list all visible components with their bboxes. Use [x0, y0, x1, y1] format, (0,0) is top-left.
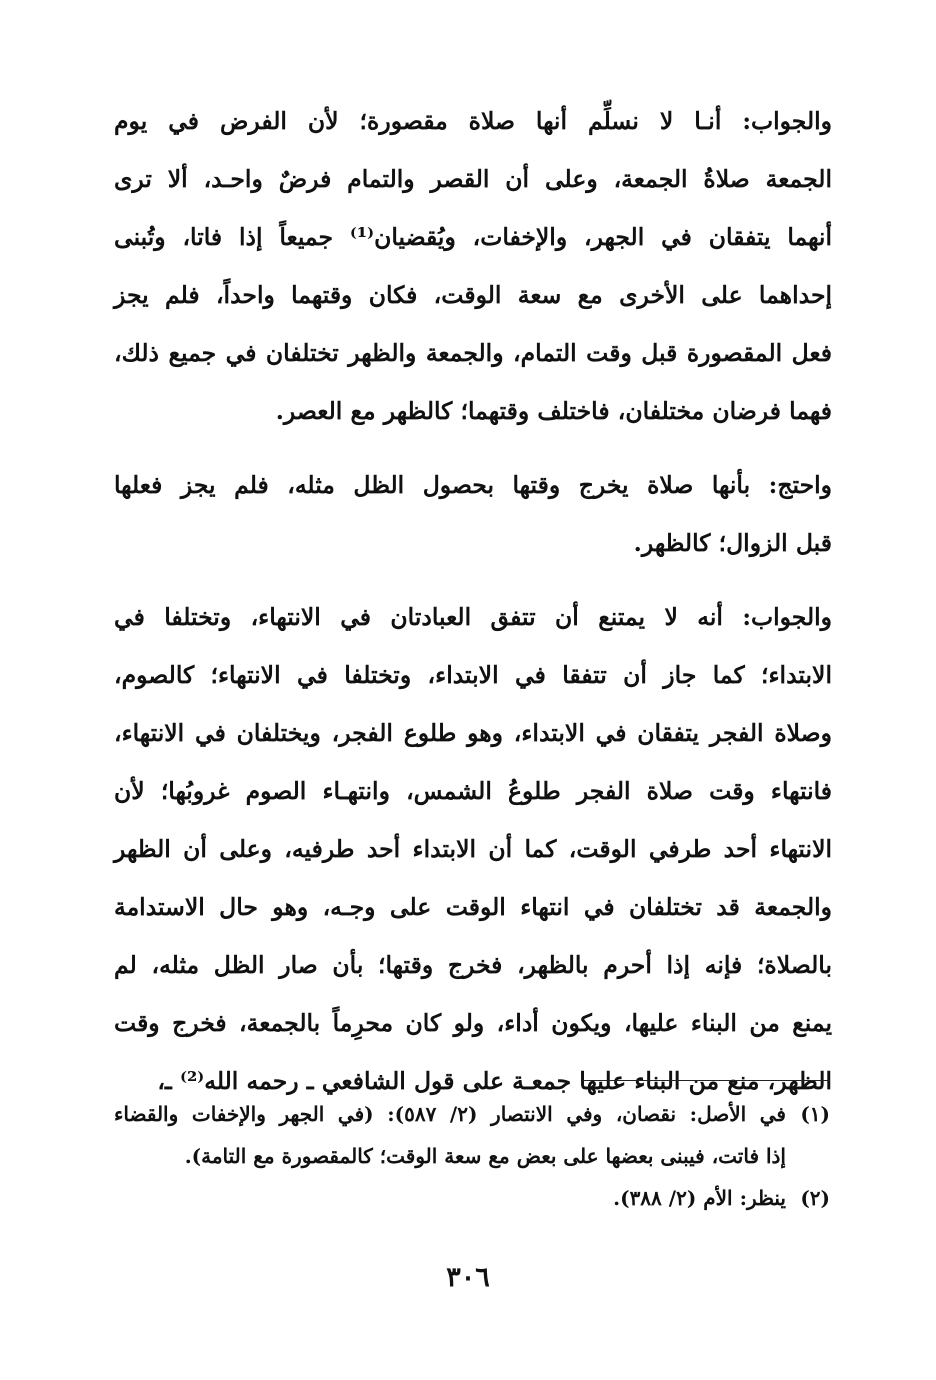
footnote-number: (١)	[800, 1102, 830, 1126]
text-line: فهما فرضان مختلفان، فاختلف وقتهما؛ كالظهر مع العصر.	[275, 397, 832, 425]
paragraph-1	[114, 92, 832, 440]
footnote-line: إذا فاتت، فيبنى بعضها على بعض مع سعة الوقت؛ كالمقصورة مع التامة).	[184, 1144, 786, 1168]
main-text	[114, 92, 832, 1110]
text-line: فعل المقصورة قبل وقت التمام، والجمعة والظهر تختلفان في جميع ذلك،	[114, 339, 832, 367]
text-line: الابتداء؛ كما جاز أن تتفقا في الابتداء، وتختلفا في الانتهاء؛ كالصوم،	[114, 661, 832, 689]
text-line: قبل الزوال؛ كالظهر.	[633, 529, 832, 557]
paragraph-2	[114, 456, 832, 572]
page-number: ٣٠٦	[446, 1262, 490, 1293]
text-line: والجواب: أنه لا يمتنع أن تتفق العبادتان في الانتهاء، وتختلفا في	[114, 603, 832, 631]
footnote-number: (٢)	[800, 1186, 830, 1210]
text-line: الجمعة صلاةُ الجمعة، وعلى أن القصر والتمام فرضٌ واحـد، ألا ترى	[114, 165, 832, 193]
text-line: وصلاة الفجر يتفقان في الابتداء، وهو طلوع الفجر، ويختلفان في الانتهاء،	[114, 719, 832, 747]
footnote-divider	[583, 1080, 830, 1081]
footnotes	[114, 1093, 830, 1219]
text-line: الانتهاء أحد طرفي الوقت، كما أن الابتداء أحد طرفيه، وعلى أن الظهر	[114, 835, 832, 863]
text-line: الظهر، منع من البناء عليها جمعـة على قول الشافعي ـ رحمه الله⁽²⁾ ـ،	[157, 1067, 832, 1095]
text-line: واحتج: بأنها صلاة يخرج وقتها بحصول الظل مثله، فلم يجز فعلها	[114, 471, 832, 499]
text-line: بالصلاة؛ فإنه إذا أحرم بالظهر، فخرج وقتها؛ بأن صار الظل مثله، لم	[114, 951, 832, 979]
paragraph-3	[114, 588, 832, 1110]
footnote-line: في الأصل: نقصان، وفي الانتصار (٢/ ٥٨٧): (في الجهر والإخفات والقضاء	[114, 1102, 786, 1126]
text-line: والجمعة قد تختلفان في انتهاء الوقت على وجـه، وهو حال الاستدامة	[114, 893, 832, 921]
text-line: إحداهما على الأخرى مع سعة الوقت، فكان وقتهما واحداً، فلم يجز	[114, 281, 832, 309]
footnote-line: ينظر: الأم (٢/ ٣٨٨).	[613, 1186, 786, 1210]
footnote-2	[114, 1177, 830, 1219]
text-line: أنهما يتفقان في الجهر، والإخفات، ويُقضيان⁽¹⁾ جميعاً إذا فاتا، وتُبنى	[114, 223, 832, 251]
text-line: والجواب: أنـا لا نسلِّم أنها صلاة مقصورة؛ لأن الفرض في يوم	[114, 107, 832, 135]
footnote-1	[114, 1093, 830, 1177]
text-line: فانتهاء وقت صلاة الفجر طلوعُ الشمس، وانتهـاء الصوم غروبُها؛ لأن	[114, 777, 833, 805]
text-line: يمنع من البناء عليها، ويكون أداء، ولو كان محرِماً بالجمعة، فخرج وقت	[114, 1009, 832, 1037]
